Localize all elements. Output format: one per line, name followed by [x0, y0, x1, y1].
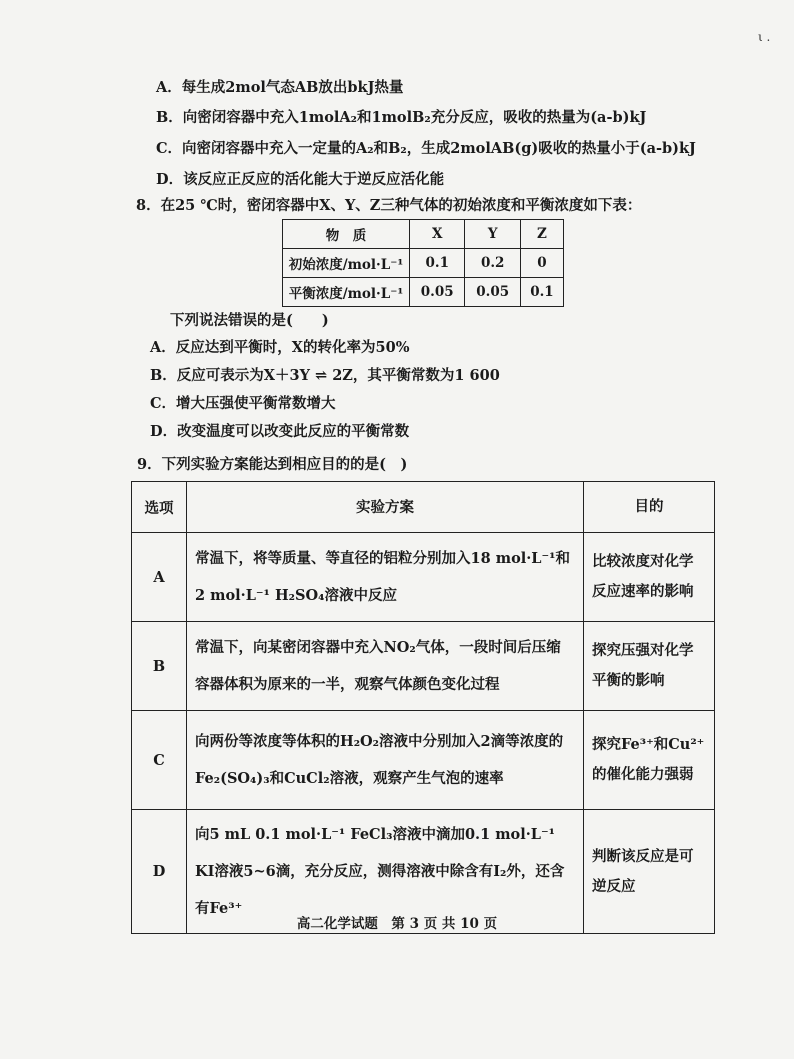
table-cell: 0.05 — [410, 278, 465, 307]
page-footer: 高二化学试题 第 3 页 共 10 页 — [296, 916, 498, 932]
option-cell: A — [132, 533, 187, 622]
q8-option-b: B．反应可表示为X＋3Y ⇌ 2Z，其平衡常数为1 600 — [150, 367, 500, 384]
table-cell: 0 — [520, 249, 563, 278]
q7-option-c: C．向密闭容器中充入一定量的A₂和B₂，生成2molAB(g)吸收的热量小于(a-b)kJ — [156, 140, 696, 157]
table-header-row — [283, 220, 564, 249]
table-cell: 0.05 — [465, 278, 520, 307]
table-cell: 0.2 — [465, 249, 520, 278]
plan-cell: 向两份等浓度等体积的H₂O₂溶液中分别加入2滴等浓度的Fe₂(SO₄)₃和CuCl₂溶液，观察产生气泡的速率 — [187, 711, 584, 810]
table-cell: 0.1 — [410, 249, 465, 278]
q7-option-b: B．向密闭容器中充入1molA₂和1molB₂充分反应，吸收的热量为(a-b)kJ — [156, 109, 647, 126]
goal-cell: 判断该反应是可逆反应 — [584, 810, 715, 934]
plan-cell: 常温下，向某密闭容器中充入NO₂气体，一段时间后压缩容器体积为原来的一半，观察气体颜色变化过程 — [187, 622, 584, 711]
q8-question: 下列说法错误的是( ) — [170, 312, 329, 329]
goal-cell: 探究压强对化学平衡的影响 — [584, 622, 715, 711]
q7-option-a: A．每生成2mol气态AB放出bkJ热量 — [156, 79, 404, 96]
option-cell: B — [132, 622, 187, 711]
option-cell: D — [132, 810, 187, 934]
header-cell: X — [410, 220, 465, 249]
q9-stem: 9．下列实验方案能达到相应目的的是( ) — [137, 456, 408, 473]
header-cell: 物 质 — [283, 220, 410, 249]
q8-option-a: A．反应达到平衡时，X的转化率为50% — [150, 339, 410, 356]
header-cell: Z — [520, 220, 563, 249]
goal-cell: 比较浓度对化学反应速率的影响 — [584, 533, 715, 622]
table-row — [283, 249, 564, 278]
q8-option-d: D．改变温度可以改变此反应的平衡常数 — [150, 423, 410, 440]
header-cell: Y — [465, 220, 520, 249]
plan-cell: 向5 mL 0.1 mol·L⁻¹ FeCl₃溶液中滴加0.1 mol·L⁻¹ KI溶液5~6滴，充分反应，测得溶液中除含有I₂外，还含有Fe³⁺ — [187, 810, 584, 934]
q7-option-d: D．该反应正反应的活化能大于逆反应活化能 — [156, 171, 445, 188]
table-row — [283, 278, 564, 307]
corner-mark: ι . — [758, 30, 771, 44]
header-cell: 实验方案 — [187, 482, 584, 533]
q8-stem: 8．在25 ℃时，密闭容器中X、Y、Z三种气体的初始浓度和平衡浓度如下表： — [136, 197, 642, 214]
q8-concentration-table — [282, 219, 564, 307]
table-row — [132, 533, 715, 622]
plan-cell: 常温下，将等质量、等直径的铝粒分别加入18 mol·L⁻¹和2 mol·L⁻¹ H₂SO₄溶液中反应 — [187, 533, 584, 622]
q9-experiment-table — [131, 481, 715, 934]
header-cell: 选项 — [132, 482, 187, 533]
table-cell: 0.1 — [520, 278, 563, 307]
table-row — [132, 711, 715, 810]
header-cell: 目的 — [584, 482, 715, 533]
table-cell: 平衡浓度/mol·L⁻¹ — [283, 278, 410, 307]
q8-option-c: C．增大压强使平衡常数增大 — [150, 395, 336, 412]
table-row — [132, 622, 715, 711]
table-cell: 初始浓度/mol·L⁻¹ — [283, 249, 410, 278]
option-cell: C — [132, 711, 187, 810]
goal-cell: 探究Fe³⁺和Cu²⁺的催化能力强弱 — [584, 711, 715, 810]
table-header-row — [132, 482, 715, 533]
